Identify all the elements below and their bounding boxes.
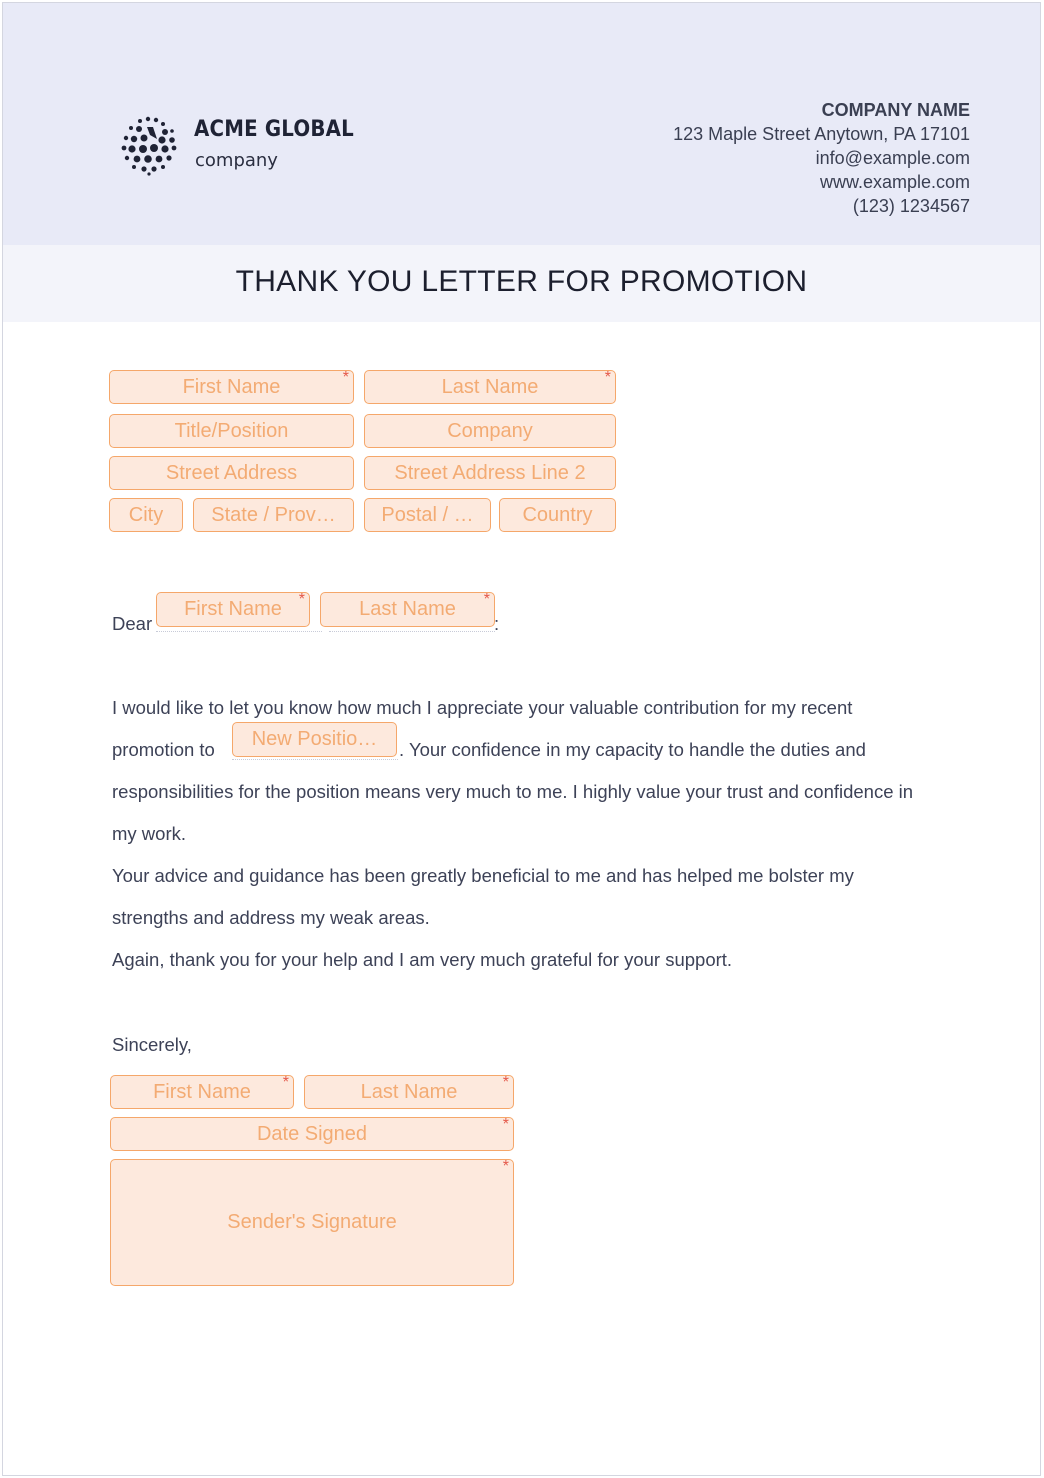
field-label: Last Name — [360, 1080, 458, 1103]
company-address: 123 Maple Street Anytown, PA 17101 — [673, 124, 970, 144]
recipient-state-field[interactable] — [193, 498, 354, 532]
body-line-promotion: promotion to — [112, 739, 215, 760]
field-label: Street Address Line 2 — [394, 461, 586, 484]
salutation-last-name-field[interactable] — [320, 592, 495, 627]
document-page — [2, 2, 1041, 1476]
required-marker: * — [282, 1074, 289, 1091]
signature-field[interactable] — [110, 1159, 514, 1286]
required-marker: * — [604, 369, 611, 386]
field-label: Street Address — [165, 461, 298, 484]
company-website: www.example.com — [819, 172, 970, 192]
required-marker: * — [502, 1074, 509, 1091]
dotted-globe-icon — [117, 113, 181, 177]
field-label: City — [128, 503, 164, 526]
page-title: THANK YOU LETTER FOR PROMOTION — [235, 265, 808, 298]
recipient-street-field[interactable] — [109, 456, 354, 490]
required-marker: * — [298, 591, 305, 608]
body-line: strengths and address my weak areas. — [112, 907, 430, 928]
field-label: Last Name — [359, 598, 456, 620]
recipient-last-name-field[interactable] — [364, 370, 616, 404]
recipient-company-field[interactable] — [364, 414, 616, 448]
salutation-dear: Dear — [112, 613, 153, 634]
logo-name: ACME GLOBAL — [194, 117, 354, 142]
field-label: Sender's Signature — [227, 1211, 397, 1233]
field-label: Last Name — [441, 375, 539, 398]
recipient-city-field[interactable] — [109, 498, 183, 532]
field-label: First Name — [184, 598, 282, 620]
required-marker: * — [342, 369, 349, 386]
company-email: info@example.com — [815, 148, 970, 168]
company-phone: (123) 1234567 — [852, 196, 970, 216]
required-marker: * — [483, 591, 490, 608]
salutation-first-name-field[interactable] — [156, 592, 310, 627]
logo-subtitle: company — [195, 150, 278, 171]
field-label: Country — [522, 503, 593, 526]
body-line: I would like to let you know how much I appreciate your valuable contribution for my recent — [112, 697, 853, 718]
field-underline — [156, 631, 322, 632]
required-marker: * — [502, 1158, 509, 1175]
closing-sincerely: Sincerely, — [112, 1034, 192, 1055]
field-underline — [329, 631, 495, 632]
sender-last-name-field[interactable] — [304, 1075, 514, 1109]
recipient-title-field[interactable] — [109, 414, 354, 448]
field-label: Postal / … — [381, 503, 474, 526]
date-signed-field[interactable] — [110, 1117, 514, 1151]
body-line: Again, thank you for your help and I am very much grateful for your support. — [112, 949, 733, 970]
field-label: First Name — [153, 1080, 251, 1103]
field-label: Date Signed — [256, 1122, 368, 1145]
recipient-street-2-field[interactable] — [364, 456, 616, 490]
body-line: my work. — [112, 823, 186, 844]
body-line: responsibilities for the position means very much to me. I highly value your trust and confidence in — [112, 781, 914, 802]
salutation-colon: : — [494, 613, 500, 634]
field-label: First Name — [182, 375, 281, 398]
body-line: Your advice and guidance has been greatly beneficial to me and has helped me bolster my — [112, 865, 854, 886]
field-label: State / Prov… — [211, 503, 336, 526]
recipient-postal-field[interactable] — [364, 498, 491, 532]
recipient-country-field[interactable] — [499, 498, 616, 532]
body-line-continuation: . Your confidence in my capacity to handle the duties and — [399, 739, 866, 760]
field-label: Title/Position — [174, 419, 289, 442]
field-underline — [232, 759, 398, 760]
field-label: New Positio… — [251, 728, 378, 750]
sender-first-name-field[interactable] — [110, 1075, 294, 1109]
company-name: COMPANY NAME — [821, 100, 970, 120]
recipient-first-name-field[interactable] — [109, 370, 354, 404]
company-contact — [673, 98, 970, 218]
field-label: Company — [447, 419, 533, 442]
new-position-field[interactable] — [232, 722, 397, 757]
required-marker: * — [502, 1116, 509, 1133]
